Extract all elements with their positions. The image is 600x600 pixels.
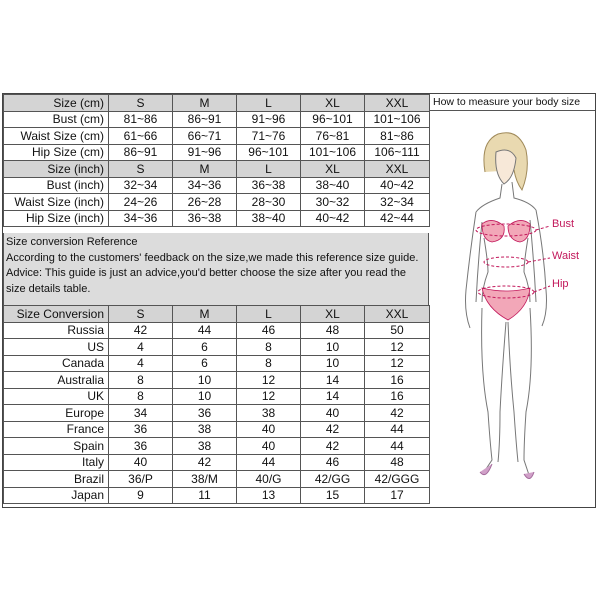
size-header-cell: S — [109, 161, 173, 178]
value-cell: 76~81 — [301, 128, 365, 145]
value-cell: 71~76 — [237, 128, 301, 145]
value-cell: 13 — [237, 487, 301, 504]
size-header-cell: M — [173, 95, 237, 112]
value-cell: 44 — [173, 322, 237, 339]
row-label-cell: Hip Size (cm) — [4, 144, 109, 161]
value-cell: 106~111 — [365, 144, 430, 161]
value-cell: 40/G — [237, 471, 301, 488]
table-row — [4, 438, 430, 455]
value-cell: 17 — [365, 487, 430, 504]
measure-title: How to measure your body size — [430, 94, 595, 111]
value-cell: 42 — [173, 454, 237, 471]
value-cell: 38 — [237, 405, 301, 422]
table-header-row — [4, 95, 430, 112]
value-cell: 12 — [365, 339, 430, 356]
size-header-cell: XL — [301, 161, 365, 178]
header-label-cell: Size (cm) — [4, 95, 109, 112]
row-label-cell: Bust (inch) — [4, 177, 109, 194]
value-cell: 42~44 — [365, 210, 430, 227]
row-label-cell: US — [4, 339, 109, 356]
value-cell: 44 — [365, 421, 430, 438]
size-header-cell: XL — [301, 95, 365, 112]
table-row — [4, 194, 430, 211]
value-cell: 38/M — [173, 471, 237, 488]
hip-label: Hip — [552, 278, 569, 290]
value-cell: 40 — [237, 438, 301, 455]
value-cell: 10 — [301, 339, 365, 356]
row-label-cell: Spain — [4, 438, 109, 455]
note-line: size details table. — [6, 282, 91, 295]
value-cell: 9 — [109, 487, 173, 504]
size-header-cell: M — [173, 161, 237, 178]
value-cell: 44 — [365, 438, 430, 455]
row-label-cell: France — [4, 421, 109, 438]
table-row — [4, 405, 430, 422]
value-cell: 6 — [173, 339, 237, 356]
size-conversion-table — [3, 305, 430, 504]
value-cell: 101~106 — [365, 111, 430, 128]
value-cell: 44 — [237, 454, 301, 471]
header-label-cell: Size Conversion — [4, 306, 109, 323]
bust-label: Bust — [552, 218, 575, 230]
value-cell: 86~91 — [173, 111, 237, 128]
value-cell: 36~38 — [173, 210, 237, 227]
size-header-cell: XXL — [365, 95, 430, 112]
value-cell: 14 — [301, 388, 365, 405]
size-table — [3, 94, 430, 227]
value-cell: 12 — [365, 355, 430, 372]
value-cell: 4 — [109, 355, 173, 372]
row-label-cell: Hip Size (inch) — [4, 210, 109, 227]
size-header-cell: XL — [301, 306, 365, 323]
value-cell: 34~36 — [173, 177, 237, 194]
value-cell: 11 — [173, 487, 237, 504]
value-cell: 34~36 — [109, 210, 173, 227]
value-cell: 46 — [301, 454, 365, 471]
note-line: According to the customers' feedback on the size,we made this reference size guide. — [6, 251, 419, 264]
size-header-cell: L — [237, 95, 301, 112]
value-cell: 48 — [365, 454, 430, 471]
table-row — [4, 355, 430, 372]
row-label-cell: Bust (cm) — [4, 111, 109, 128]
value-cell: 36 — [109, 438, 173, 455]
value-cell: 16 — [365, 388, 430, 405]
value-cell: 36 — [109, 421, 173, 438]
value-cell: 91~96 — [237, 111, 301, 128]
value-cell: 28~30 — [237, 194, 301, 211]
table-row — [4, 322, 430, 339]
size-header-cell: L — [237, 161, 301, 178]
size-header-cell: L — [237, 306, 301, 323]
value-cell: 66~71 — [173, 128, 237, 145]
table-row — [4, 421, 430, 438]
row-label-cell: Canada — [4, 355, 109, 372]
value-cell: 16 — [365, 372, 430, 389]
row-label-cell: UK — [4, 388, 109, 405]
value-cell: 50 — [365, 322, 430, 339]
value-cell: 42/GG — [301, 471, 365, 488]
value-cell: 38 — [173, 438, 237, 455]
table-header-row — [4, 306, 430, 323]
value-cell: 38~40 — [237, 210, 301, 227]
note-title: Size conversion Reference — [6, 236, 138, 248]
row-label-cell: Russia — [4, 322, 109, 339]
value-cell: 10 — [301, 355, 365, 372]
value-cell: 40~42 — [301, 210, 365, 227]
value-cell: 24~26 — [109, 194, 173, 211]
table-row — [4, 210, 430, 227]
value-cell: 32~34 — [109, 177, 173, 194]
value-cell: 36/P — [109, 471, 173, 488]
size-header-cell: S — [109, 95, 173, 112]
value-cell: 42/GGG — [365, 471, 430, 488]
body-measure-illustration — [430, 112, 595, 507]
value-cell: 10 — [173, 372, 237, 389]
value-cell: 48 — [301, 322, 365, 339]
value-cell: 8 — [109, 388, 173, 405]
table-row — [4, 388, 430, 405]
size-header-cell: XXL — [365, 306, 430, 323]
value-cell: 96~101 — [237, 144, 301, 161]
size-conversion-note — [3, 233, 429, 305]
row-label-cell: Brazil — [4, 471, 109, 488]
value-cell: 4 — [109, 339, 173, 356]
value-cell: 36~38 — [237, 177, 301, 194]
value-cell: 61~66 — [109, 128, 173, 145]
value-cell: 40 — [109, 454, 173, 471]
note-line: Advice: This guide is just an advice,you'd better choose the size after you read the — [6, 267, 406, 279]
value-cell: 81~86 — [109, 111, 173, 128]
row-label-cell: Australia — [4, 372, 109, 389]
value-cell: 42 — [301, 421, 365, 438]
table-row — [4, 454, 430, 471]
value-cell: 36 — [173, 405, 237, 422]
value-cell: 10 — [173, 388, 237, 405]
value-cell: 34 — [109, 405, 173, 422]
size-header-cell: XXL — [365, 161, 430, 178]
value-cell: 26~28 — [173, 194, 237, 211]
value-cell: 40 — [301, 405, 365, 422]
value-cell: 101~106 — [301, 144, 365, 161]
row-label-cell: Waist Size (inch) — [4, 194, 109, 211]
row-label-cell: Italy — [4, 454, 109, 471]
waist-label: Waist — [552, 250, 580, 262]
row-label-cell: Japan — [4, 487, 109, 504]
value-cell: 40 — [237, 421, 301, 438]
row-label-cell: Europe — [4, 405, 109, 422]
size-header-cell: S — [109, 306, 173, 323]
value-cell: 38~40 — [301, 177, 365, 194]
row-label-cell: Waist Size (cm) — [4, 128, 109, 145]
value-cell: 32~34 — [365, 194, 430, 211]
value-cell: 81~86 — [365, 128, 430, 145]
table-header-row — [4, 161, 430, 178]
table-row — [4, 144, 430, 161]
value-cell: 15 — [301, 487, 365, 504]
value-cell: 12 — [237, 372, 301, 389]
value-cell: 8 — [237, 355, 301, 372]
value-cell: 42 — [109, 322, 173, 339]
value-cell: 12 — [237, 388, 301, 405]
value-cell: 6 — [173, 355, 237, 372]
value-cell: 14 — [301, 372, 365, 389]
value-cell: 30~32 — [301, 194, 365, 211]
value-cell: 40~42 — [365, 177, 430, 194]
value-cell: 8 — [237, 339, 301, 356]
value-cell: 86~91 — [109, 144, 173, 161]
table-row — [4, 339, 430, 356]
value-cell: 91~96 — [173, 144, 237, 161]
table-row — [4, 372, 430, 389]
table-row — [4, 471, 430, 488]
size-header-cell: M — [173, 306, 237, 323]
value-cell: 42 — [365, 405, 430, 422]
header-label-cell: Size (inch) — [4, 161, 109, 178]
table-row — [4, 487, 430, 504]
table-row — [4, 177, 430, 194]
table-row — [4, 111, 430, 128]
woman-figure-drawing — [430, 112, 595, 507]
value-cell: 38 — [173, 421, 237, 438]
value-cell: 96~101 — [301, 111, 365, 128]
table-row — [4, 128, 430, 145]
value-cell: 8 — [109, 372, 173, 389]
value-cell: 42 — [301, 438, 365, 455]
value-cell: 46 — [237, 322, 301, 339]
